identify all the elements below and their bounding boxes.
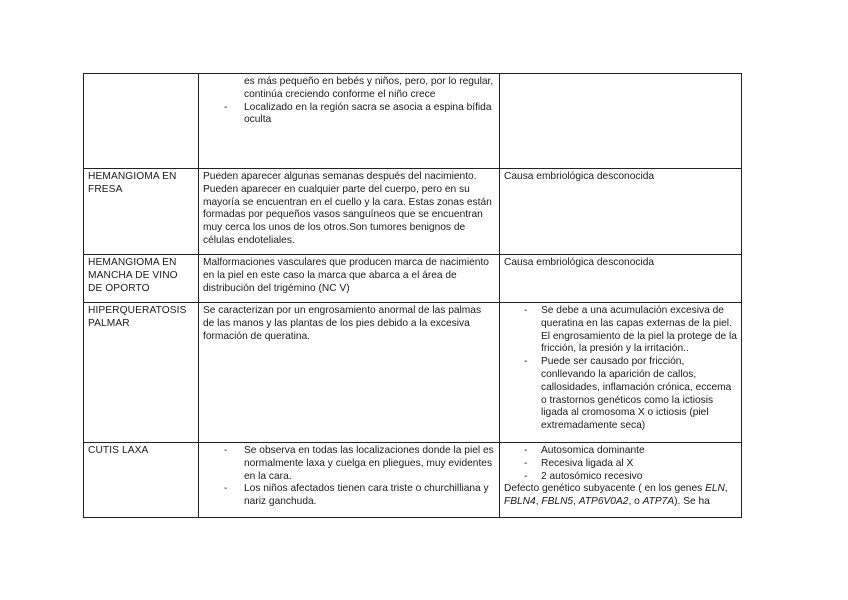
table-row xyxy=(84,255,742,303)
description-cell: Se caracterizan por un engrosamiento anormal de las palmas de las manos y las plantas de los pies debido a la excesiva formación de queratina. xyxy=(199,303,500,443)
cause-list xyxy=(504,305,737,433)
cause-cell: Causa embriológica desconocida xyxy=(500,255,742,303)
cause-cell xyxy=(500,74,742,169)
description-cell: Pueden aparecer algunas semanas después del nacimiento. Pueden aparecer en cualquier parte del cuerpo, pero en su mayoría se encuentran en el cuello y la cara. Estas zonas están formadas por pequeños vasos sanguíneos que se encuentran muy cerca los unos de los otros.Son tumores benignos de células endoteliales. xyxy=(199,169,500,255)
table-row xyxy=(84,74,742,169)
conditions-table xyxy=(83,73,742,518)
description-list xyxy=(203,445,495,509)
cause-cell xyxy=(500,303,742,443)
gene-name: ATP7A xyxy=(642,496,675,508)
list-item: - Localizado en la región sacra se asocia a espina bífida oculta xyxy=(203,102,495,128)
description-cell: Malformaciones vasculares que producen marca de nacimiento en la piel en este caso la marca que abarca a el área de distribución del trigémino (NC V) xyxy=(199,255,500,303)
description-list xyxy=(203,102,495,128)
list-item: - Los niños afectados tienen cara triste o churchilliana y nariz ganchuda. xyxy=(203,483,495,509)
condition-name-cell: HIPERQUERATOSIS PALMAR xyxy=(84,303,199,443)
condition-name-cell: CUTIS LAXA xyxy=(84,443,199,518)
list-item: - Autosomica dominante xyxy=(504,445,737,458)
cause-list xyxy=(504,445,737,483)
list-item: - Puede ser causado por fricción, conllevando la aparición de callos, callosidades, inflamación crónica, eccema o trastornos genéticos como la ictiosis ligada al cromosoma X o ictiosis (piel extremadamente seca) xyxy=(504,356,737,433)
cause-cell: Causa embriológica desconocida xyxy=(500,169,742,255)
list-item: - Se observa en todas las localizaciones donde la piel es normalmente laxa y cuelga en pliegues, muy evidentes en la cara. xyxy=(203,445,495,483)
list-item: - 2 autosómico recesivo xyxy=(504,471,737,484)
gene-name: FBLN4 xyxy=(504,496,536,508)
condition-name-cell: HEMANGIOMA EN MANCHA DE VINO DE OPORTO xyxy=(84,255,199,303)
description-continuation: es más pequeño en bebés y niños, pero, por lo regular, continúa creciendo conforme el niño crece xyxy=(244,76,494,100)
table-row xyxy=(84,169,742,255)
table-row xyxy=(84,303,742,443)
list-item: - Recesiva ligada al X xyxy=(504,458,737,471)
cause-cell xyxy=(500,443,742,518)
list-item: - Se debe a una acumulación excesiva de queratina en las capas externas de la piel. El engrosamiento de la piel la protege de la fricción, la presión y la irritación.. xyxy=(504,305,737,356)
table-row xyxy=(84,443,742,518)
description-cell xyxy=(199,74,500,169)
condition-name-cell: HEMANGIOMA EN FRESA xyxy=(84,169,199,255)
condition-name-cell xyxy=(84,74,199,169)
gene-name: ATP6V0A2 xyxy=(578,496,629,508)
genetic-defect-text: Defecto genético subyacente ( en los genes ELN, FBLN4, FBLN5, ATP6V0A2, o ATP7A). Se ha xyxy=(504,483,728,508)
description-cell xyxy=(199,443,500,518)
gene-name: FBLN5 xyxy=(541,496,574,508)
gene-name: ELN xyxy=(705,483,725,495)
